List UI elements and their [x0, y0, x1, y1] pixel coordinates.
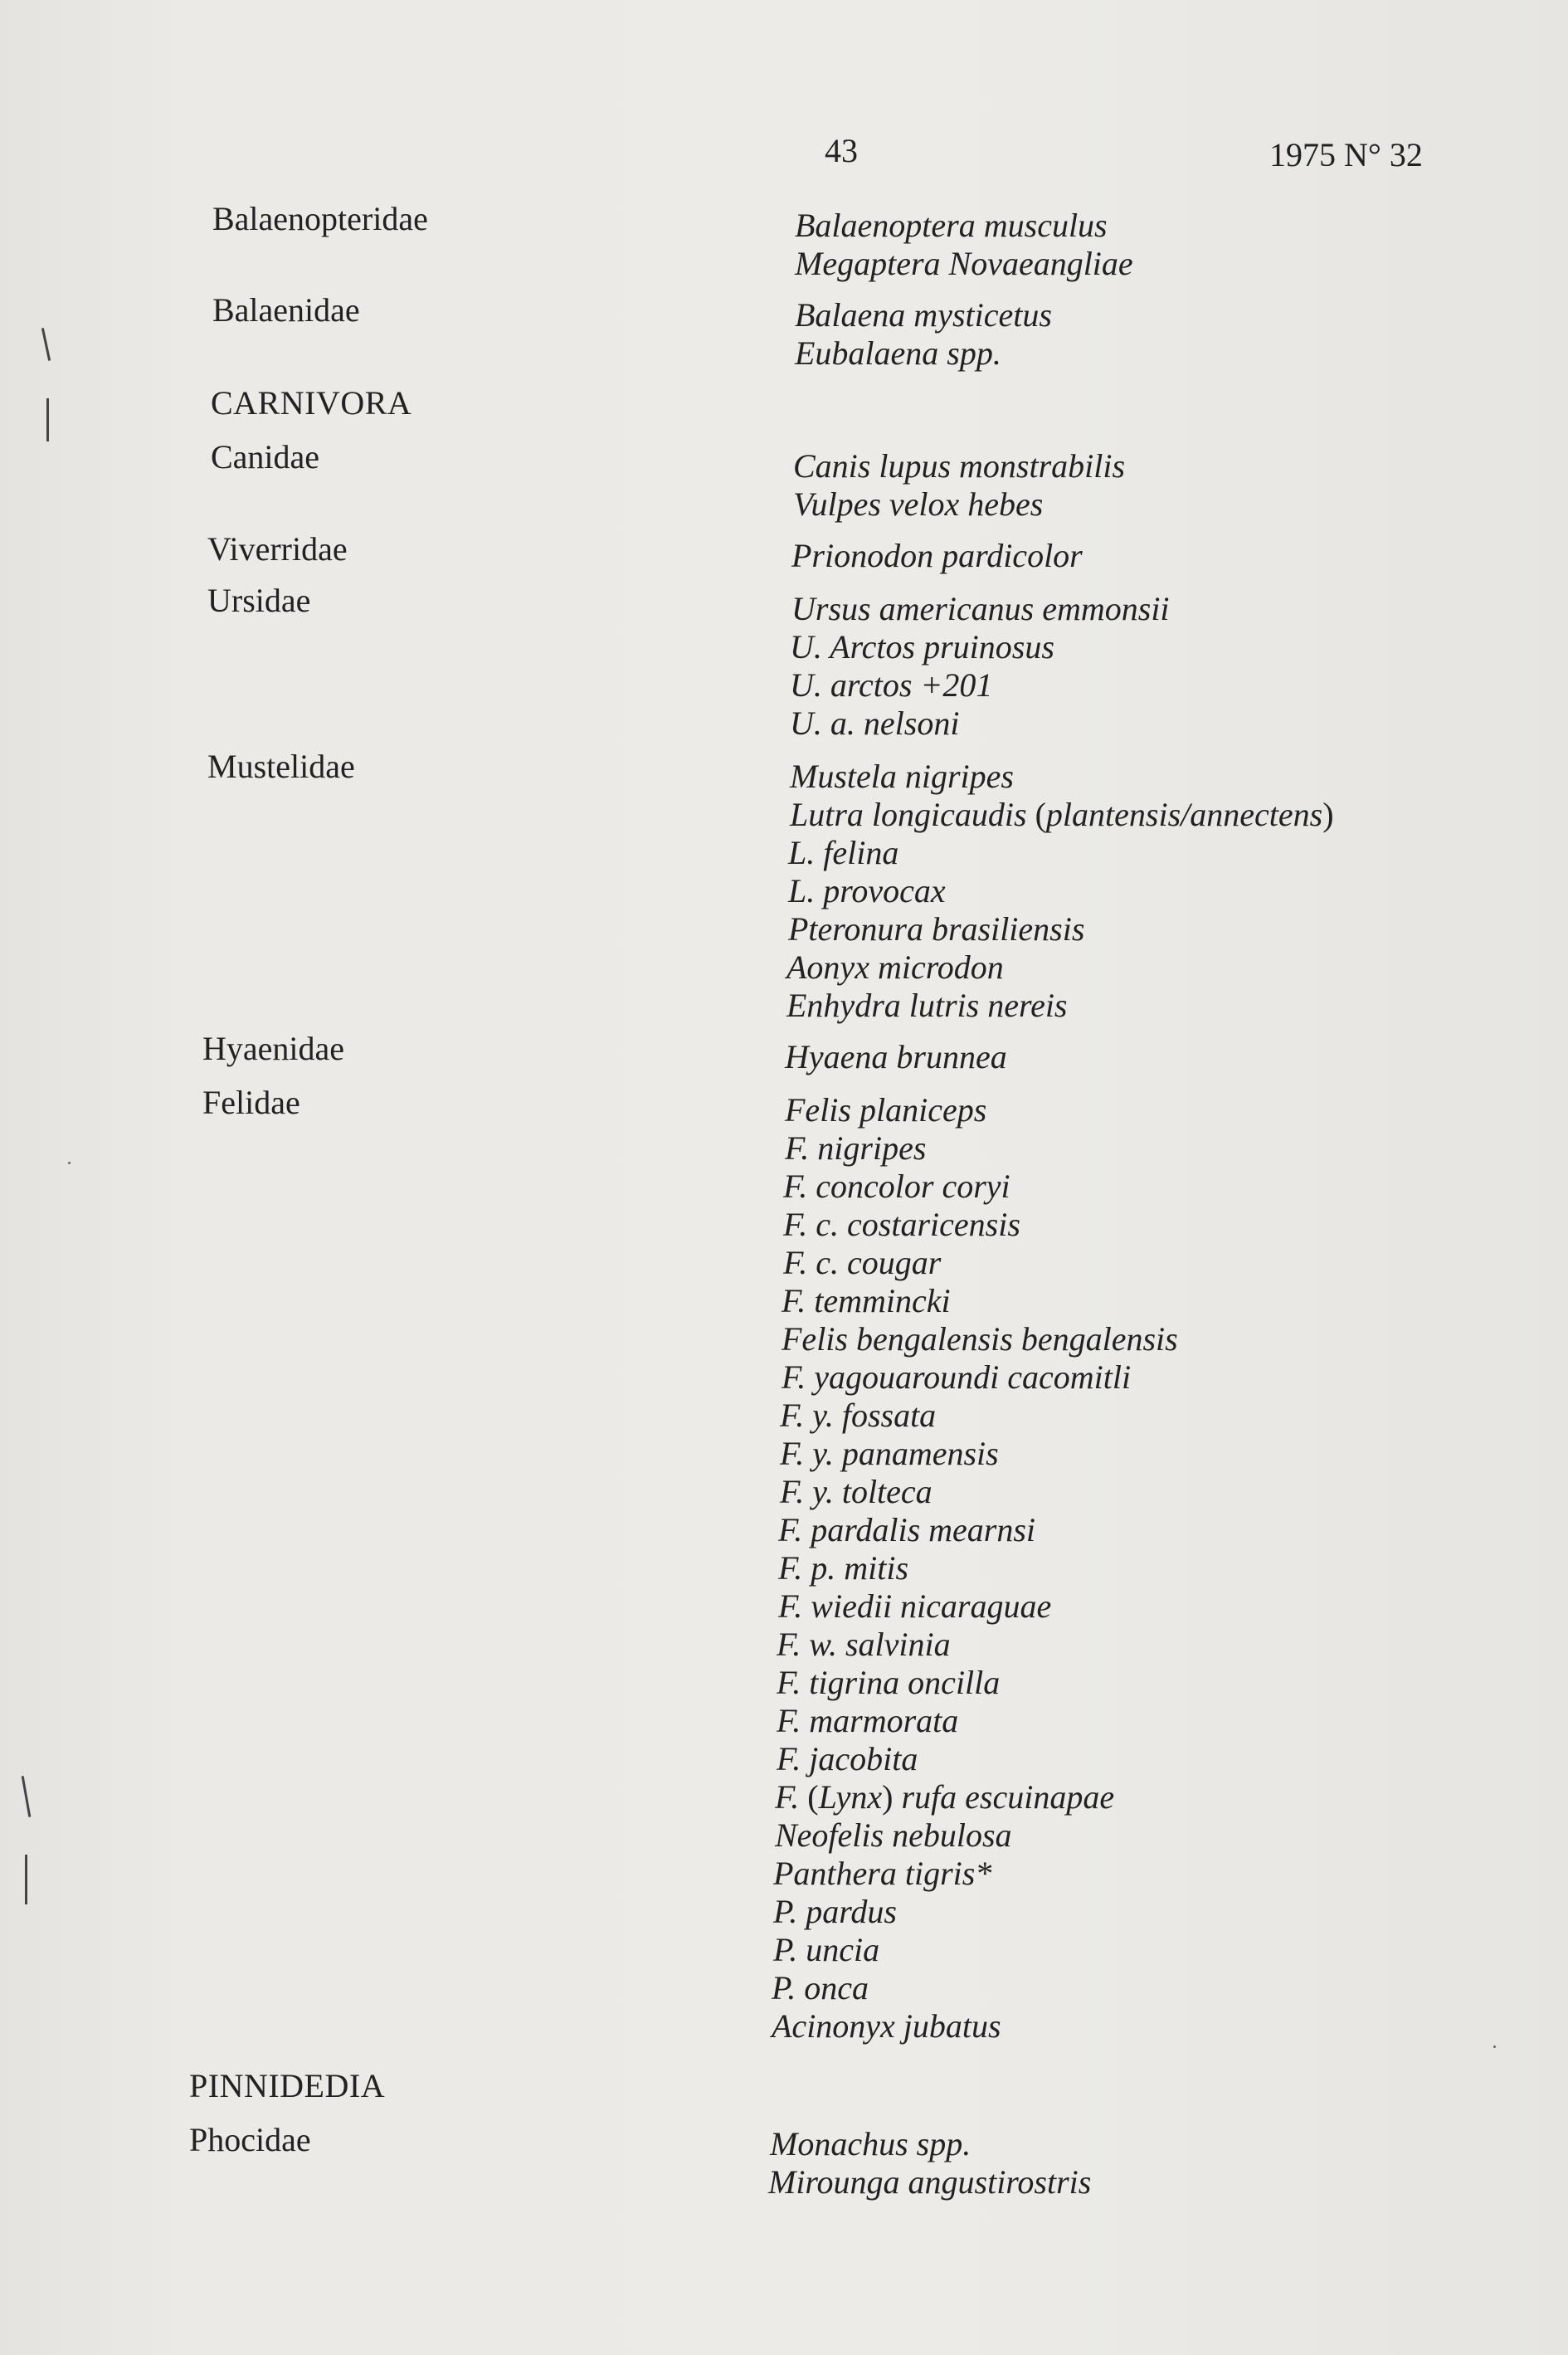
species-name: Hyaena brunnea [785, 1038, 1007, 1075]
species-name: F. y. fossata [780, 1397, 937, 1434]
family-name: Phocidae [189, 2121, 311, 2158]
species-name: Prionodon pardicolor [791, 537, 1083, 574]
species-name: Pteronura brasiliensis [788, 910, 1085, 948]
species-name: Vulpes velox hebes [793, 485, 1044, 523]
species-name: Acinonyx jubatus [772, 2007, 1001, 2045]
order-heading: CARNIVORA [211, 384, 412, 422]
family-name: Balaenidae [212, 291, 360, 329]
species-name: Lutra longicaudis (plantensis/annectens) [790, 796, 1334, 833]
species-name: F. c. cougar [783, 1244, 942, 1281]
margin-mark [22, 1776, 32, 1817]
species-name: F. jacobita [777, 1740, 918, 1777]
species-name: F. w. salvinia [777, 1626, 951, 1663]
species-name: P. onca [772, 1969, 869, 2006]
species-name: U. arctos +201 [790, 666, 993, 704]
species-name: L. provocax [788, 872, 946, 909]
species-name: F. y. panamensis [780, 1435, 999, 1472]
species-name: F. yagouaroundi cacomitli [782, 1358, 1132, 1396]
species-name: F. marmorata [777, 1702, 959, 1739]
species-name: Balaenoptera musculus [795, 207, 1108, 244]
species-name: Mustela nigripes [790, 758, 1014, 795]
species-name: F. temmincki [782, 1282, 951, 1319]
margin-mark [25, 1855, 27, 1904]
species-name: F. tigrina oncilla [777, 1664, 1001, 1701]
margin-mark [41, 328, 51, 361]
species-name: Felis planiceps [785, 1091, 987, 1129]
species-name: Panthera tigris* [773, 1855, 992, 1892]
speck [1493, 2045, 1496, 2048]
species-name: F. p. mitis [778, 1549, 909, 1587]
family-name: Hyaenidae [202, 1030, 345, 1067]
species-name: Balaena mysticetus [795, 296, 1052, 334]
issue-number: 1975 N° 32 [1269, 136, 1423, 173]
family-name: Viverridae [207, 530, 348, 568]
family-name: Balaenopteridae [212, 200, 428, 237]
species-name: F. concolor coryi [783, 1168, 1010, 1205]
species-name: F. c. costaricensis [783, 1206, 1020, 1243]
family-name: Ursidae [207, 582, 311, 619]
species-name: F. pardalis mearnsi [778, 1511, 1036, 1548]
species-name: F. (Lynx) rufa escuinapae [775, 1778, 1115, 1816]
species-name: U. a. nelsoni [790, 705, 960, 742]
family-name: Mustelidae [207, 748, 355, 785]
species-name: Eubalaena spp. [795, 334, 1001, 372]
species-name: Ursus americanus emmonsii [791, 590, 1170, 627]
species-name: Megaptera Novaeangliae [795, 245, 1133, 282]
species-name: Mirounga angustirostris [768, 2163, 1092, 2201]
species-name: P. uncia [773, 1931, 880, 1968]
family-name: Canidae [211, 438, 320, 475]
species-name: Felis bengalensis bengalensis [782, 1320, 1178, 1358]
species-name: Canis lupus monstrabilis [793, 447, 1126, 485]
species-name: L. felina [788, 834, 899, 871]
order-heading: PINNIDEDIA [189, 2067, 386, 2104]
species-name: F. wiedii nicaraguae [778, 1587, 1052, 1625]
species-name: Enhydra lutris nereis [786, 987, 1068, 1024]
species-name: F. y. tolteca [780, 1473, 933, 1510]
speck [68, 1162, 71, 1164]
family-name: Felidae [202, 1084, 300, 1121]
species-name: Aonyx microdon [786, 948, 1004, 986]
species-name: Monachus spp. [770, 2125, 971, 2162]
margin-mark [46, 398, 49, 441]
species-name: Neofelis nebulosa [775, 1816, 1012, 1854]
species-name: P. pardus [773, 1893, 897, 1930]
page-number: 43 [825, 132, 858, 169]
species-name: U. Arctos pruinosus [790, 628, 1054, 666]
species-name: F. nigripes [785, 1129, 927, 1167]
